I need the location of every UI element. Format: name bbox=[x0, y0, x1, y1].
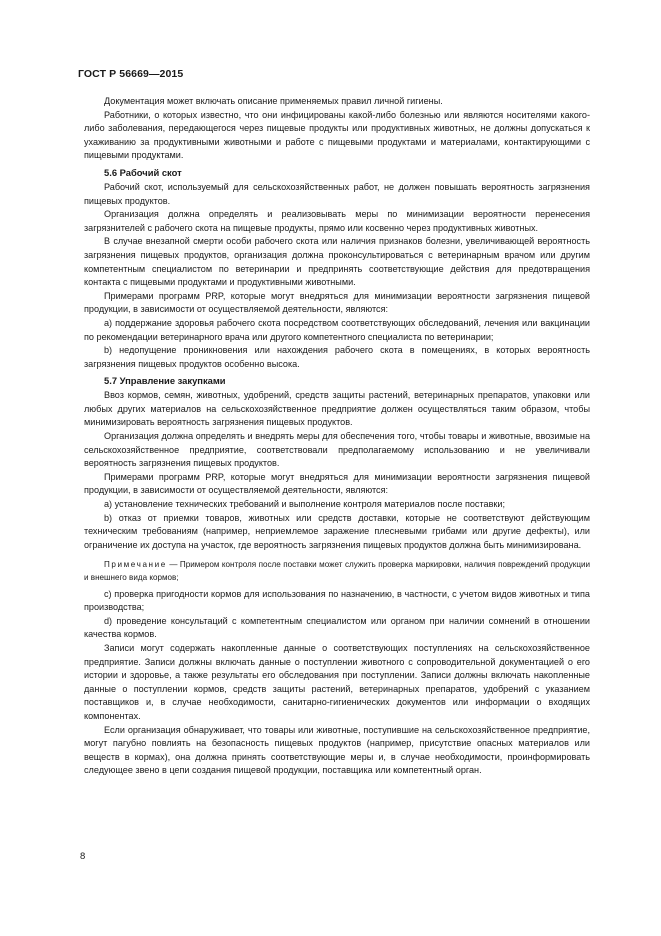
page-number: 8 bbox=[80, 851, 86, 862]
paragraph: Примерами программ PRP, которые могут внедряться для минимизации вероятности загрязнения пищевой продукции, в зависимости от осуществляемой деятельности, являются: bbox=[84, 290, 590, 315]
paragraph: Записи могут содержать накопленные данные о соответствующих поступлениях на сельскохозяйственное предприятие. Записи должны включать данные о поступлении животного с сопроводительной документацией о его истории и здоровье, а также результаты его обследования при поступлении. Записи должны включать накопленные данные о поступлении кормов, средств защиты растений, ветеринарных препаратов, удобрений с указанием поставщиков и, в случае необходимости, санитарно-гигиенических документов или информации о входящих компонентах. bbox=[84, 642, 590, 721]
note-label: Примечание bbox=[104, 560, 167, 570]
list-item: a) поддержание здоровья рабочего скота посредством соответствующих обследований, лечения или вакцинации по рекомендации ветеринарного врача или другого компетентного специалиста по ветеринарии; bbox=[84, 317, 590, 342]
paragraph: Рабочий скот, используемый для сельскохозяйственных работ, не должен повышать вероятность загрязнения пищевых продуктов. bbox=[84, 181, 590, 206]
list-item: b) недопущение проникновения или нахождения рабочего скота в помещениях, в которых вероятность загрязнения пищевых продуктов особенно высока. bbox=[84, 345, 590, 369]
paragraph: В случае внезапной смерти особи рабочего скота или наличия признаков болезни, увеличивающей вероятность загрязнения пищевых продуктов, организация должна проконсультироваться с ветеринарным врачом или другим компетентным специалистом по ветеринарии и предпринять соответствующие действия для предотвращения контакта с пищевыми продуктами и продуктивными животными. bbox=[84, 236, 590, 288]
list-item: c) проверка пригодности кормов для использования по назначению, в частности, с учетом видов животных и типа производства; bbox=[84, 588, 590, 613]
paragraph: Организация должна определять и внедрять меры для обеспечения того, чтобы товары и животные, ввозимые на сельскохозяйственное предприятие, соответствовали предполагаемому использованию и не увеличивали вероятность загрязнения пищевых продуктов. bbox=[84, 431, 590, 469]
paragraph: Ввоз кормов, семян, животных, удобрений, средств защиты растений, ветеринарных препаратов, упаковки или любых других материалов на сельскохозяйственное предприятие должен осуществляться таким образом, чтобы минимизировать вероятность загрязнения пищевых продуктов. bbox=[84, 390, 590, 428]
paragraph: Если организация обнаруживает, что товары или животные, поступившие на сельскохозяйственное предприятие, могут пагубно повлиять на безопасность пищевых продуктов (например, присутствие опасных материалов или веществ в кормах), она должна принять соответствующие меры и, в случае необходимости, проинформировать следующее звено в цепи создания пищевой продукции, поставщика или компетентный орган. bbox=[84, 724, 590, 776]
note bbox=[84, 559, 590, 584]
paragraph: Организация должна определять и реализовывать меры по минимизации вероятности перенесения загрязнителей с рабочего скота на пищевые продукты, прямо или косвенно через продуктивных животных. bbox=[84, 209, 590, 233]
section-heading-5-6: 5.6 Рабочий скот bbox=[104, 166, 182, 178]
document-header: ГОСТ Р 56669—2015 bbox=[78, 68, 184, 80]
paragraph: Примерами программ PRP, которые могут внедряться для минимизации вероятности загрязнения пищевой продукции, в зависимости от осуществляемой деятельности, являются: bbox=[84, 471, 590, 496]
section-heading-5-7: 5.7 Управление закупками bbox=[104, 375, 226, 387]
list-item: d) проведение консультаций с компетентным специалистом или органом при наличии сомнений в отношении качества кормов. bbox=[84, 615, 590, 640]
list-item: b) отказ от приемки товаров, животных или средств доставки, которые не соответствуют действующим техническим требованиям (например, неприемлемое заражение плесневыми грибами или другие дефекты), или ограничение их доступа на участок, где вероятность загрязнения пищевых продуктов должна быть минимизирована. bbox=[84, 512, 590, 550]
paragraph: Документация может включать описание применяемых правил личной гигиены. bbox=[104, 96, 443, 106]
list-item: a) установление технических требований и выполнение контроля материалов после поставки; bbox=[104, 499, 506, 510]
paragraph: Работники, о которых известно, что они инфицированы какой-либо болезнью или являются носителями какого-либо заболевания, передающегося через пищевые продукты или продуктивных животных, не должны допускаться к ухаживанию за продуктивными животными и работе с пищевыми продуктами и материалами, контактирующими с пищевыми продуктами. bbox=[84, 109, 590, 161]
note-text: — Примером контроля после поставки может служить проверка маркировки, наличия повреждений продукции и внешнего вида кормов; bbox=[84, 560, 590, 582]
document-body bbox=[84, 95, 590, 778]
